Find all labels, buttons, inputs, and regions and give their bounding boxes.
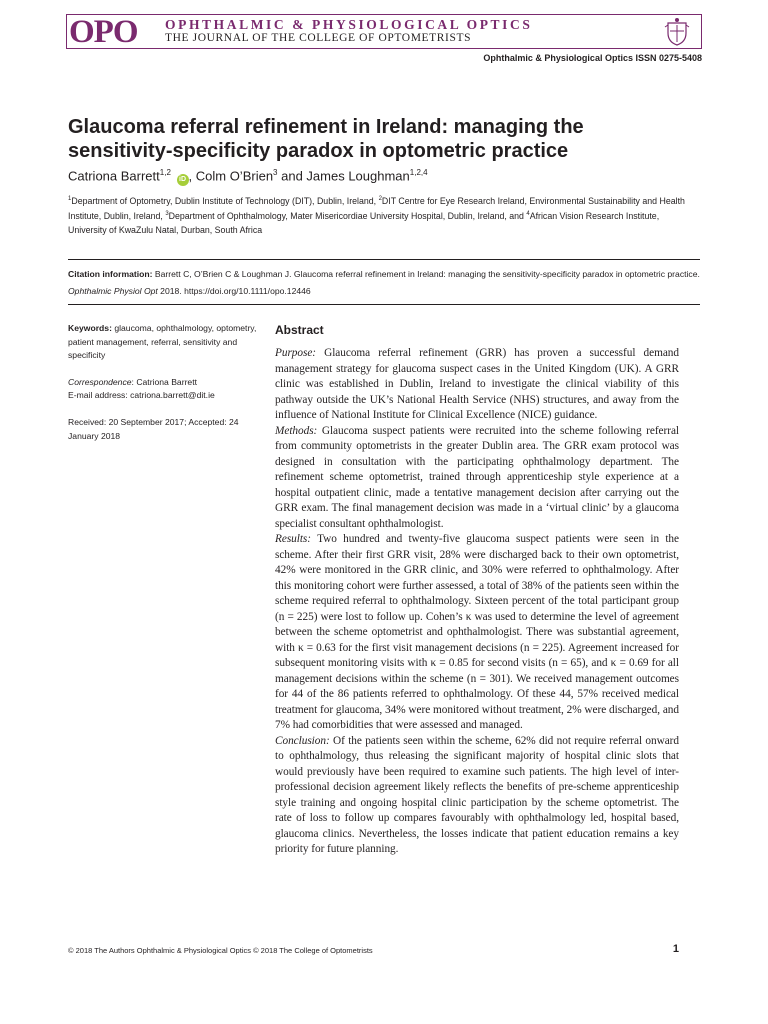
affil-sup: 1	[68, 196, 72, 202]
citation-text: Barrett C, O’Brien C & Loughman J. Glaucoma referral refinement in Ireland: managing the sensitivity-specificity paradox in optometric practice.	[152, 269, 700, 279]
author-affil-sup: 3	[273, 168, 278, 177]
section-label: Results:	[275, 533, 311, 545]
section-label: Conclusion:	[275, 734, 330, 747]
page-number: 1	[672, 943, 679, 955]
citation-information	[68, 266, 700, 300]
affiliation: DIT Centre for Eye Research Ireland, Environmental Sustainability and Health Institute, Dublin, Ireland,	[68, 195, 685, 222]
affiliation: Department of Optometry, Dublin Institute of Technology (DIT), Dublin, Ireland,	[71, 195, 379, 206]
affil-sup: 3	[165, 211, 169, 218]
affiliations	[68, 193, 688, 237]
author-name[interactable]: Catriona Barrett	[68, 168, 160, 184]
citation-journal: Ophthalmic Physiol Opt	[68, 286, 158, 296]
abstract-purpose	[275, 346, 679, 424]
correspondence-name: : Catriona Barrett	[131, 376, 197, 387]
affiliation: African Vision Research Institute, University of KwaZulu Natal, Durban, South Africa	[68, 211, 660, 235]
correspondence-label: Correspondence	[68, 376, 132, 387]
keywords-list: glaucoma, ophthalmology, optometry, patient management, referral, sensitivity and specificity	[68, 323, 257, 361]
journal-logo: OPO	[69, 14, 138, 50]
affil-sup: 4	[526, 211, 530, 218]
author-affil-sup: 1,2,4	[409, 168, 428, 177]
email-address[interactable]: E-mail address: catriona.barrett@dit.ie	[68, 390, 215, 401]
citation-label: Citation information:	[68, 269, 153, 279]
keywords-label: Keywords:	[68, 323, 112, 333]
journal-subtitle: THE JOURNAL OF THE COLLEGE OF OPTOMETRISTS	[165, 32, 472, 44]
section-text: Glaucoma suspect patients were recruited into the scheme following referral from community optometrists in the greater Dublin area. The GRR exam protocol was designed in consultation with the participating ophthalmology department. The refinement scheme optometrist, trained through apprenticeship style experience at a hospital outpatient clinic, made a tentative management decision after carrying out the GRR exam. The final management decision was made in a ‘virtual clinic’ by a glaucoma specialist consultant ophthalmologist.	[275, 424, 679, 530]
abstract-results	[275, 532, 679, 734]
author-name[interactable]: James Loughman	[306, 168, 410, 184]
issn-line: Ophthalmic & Physiological Optics ISSN 0275-5408	[483, 53, 702, 63]
author-list: Catriona Barrett$^{1,2}$ iD , Colm O’Brien$^3$ and James Loughman$^{1,2,4}$	[68, 165, 688, 186]
section-text: Two hundred and twenty-five glaucoma suspect patients were seen in the scheme. After their first GRR visit, 28% were discharged back to their own optometrist, 42% were monitored in the GRR clinic, and 30% were referred to ophthalmology. After this monitoring cohort were further assessed, a total of 38% of the patients seen within the scheme required referral to ophthalmology. Sixteen percent of the total participant group (n = 225) were lost to follow up. Cohen’s κ was used to determine the level of agreement between the scheme optometrist and ophthalmologist. There was substantial agreement, with κ = 0.63 for the first visit management decisions (n = 225). Agreement increased for subsequent monitoring visits with κ = 0.85 for second visits (n = 65), and κ = 0.69 for all management decisions within the scheme (n = 301). We received management outcomes for 44 of the 86 patients referred to ophthalmology. Of these 44, 57% received medical treatment for glaucoma, 34% were monitored without treatment, 2% were discharged, and 7% had comorbidities that were assessed and managed.	[275, 533, 679, 731]
abstract-methods	[275, 424, 679, 533]
section-text: Glaucoma referral refinement (GRR) has proven a successful demand management strategy for glaucoma suspect cases in the United Kingdom (UK). A GRR clinic was established in Dublin, Ireland to investigate the clinical viability of this pathway outside the UK’s National Health Service (NHS) structures, and away from the influence of National Institute for Clinical Excellence (NICE) guidance.	[275, 347, 679, 421]
keywords	[68, 322, 258, 363]
affiliation: Department of Ophthalmology, Mater Misericordiae University Hospital, Dublin, Ireland, and	[168, 211, 527, 222]
article-sidebar	[68, 322, 258, 443]
section-label: Methods:	[275, 424, 318, 437]
copyright-footer: © 2018 The Authors Ophthalmic & Physiological Optics © 2018 The College of Optometrists	[68, 946, 373, 955]
abstract-conclusion	[275, 734, 679, 858]
author-name[interactable]: Colm O’Brien	[195, 168, 274, 184]
received-accepted-dates: Received: 20 September 2017; Accepted: 24 January 2018	[68, 416, 239, 441]
abstract-body	[275, 346, 679, 858]
section-text: Of the patients seen within the scheme, 62% did not require referral onward to ophthalmology, thus releasing the significant majority of hospital clinic slots that would previously have been required to examine such patients. The high level of inter-professional decision agreement likely reflects the benefits of pre-scheme apprenticeship style training and ongoing hospital clinic participation by the scheme optometrist. The rate of loss to follow up compares favourably with ophthalmology led, hospital based, glaucoma clinics. Nevertheless, the losses indicate that patient education remains a key priority for future planning.	[275, 734, 679, 855]
divider	[68, 304, 700, 305]
college-crest-icon	[663, 17, 691, 47]
author-affil-sup: 1,2	[159, 168, 171, 177]
section-label: Purpose:	[275, 347, 317, 359]
journal-masthead	[66, 14, 702, 49]
orcid-icon[interactable]: iD	[177, 174, 189, 186]
correspondence	[68, 376, 258, 390]
article-title: Glaucoma referral refinement in Ireland: managing the sensitivity-specificity paradox in optometric practice	[68, 116, 584, 162]
abstract-heading: Abstract	[275, 323, 324, 337]
citation-doi[interactable]: 2018. https://doi.org/10.1111/opo.12446	[157, 286, 311, 296]
journal-name: OPHTHALMIC & PHYSIOLOGICAL OPTICS	[165, 17, 533, 32]
affil-sup: 2	[378, 196, 382, 202]
divider	[68, 259, 700, 260]
